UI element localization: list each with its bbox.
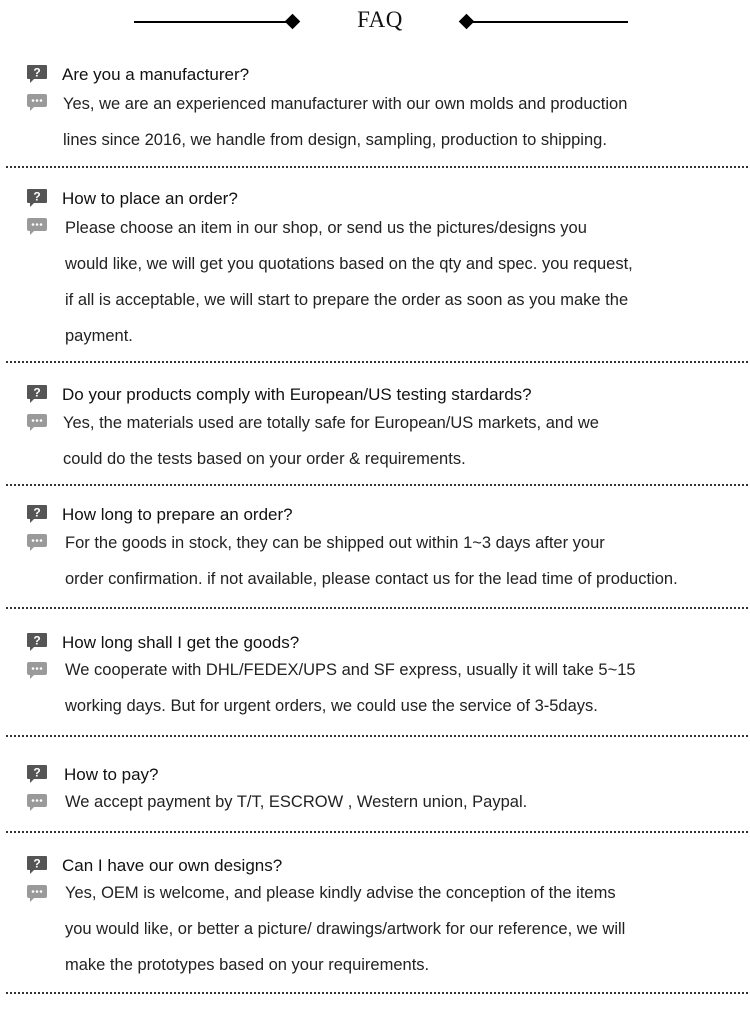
answer-line: Yes, we are an experienced manufacturer with our own molds and production <box>63 95 628 113</box>
answer-line: would like, we will get you quotations based on the qty and spec. you request, <box>65 255 633 273</box>
header-line-right <box>466 21 628 23</box>
answer-line: if all is acceptable, we will start to prepare the order as soon as you make the <box>65 291 629 309</box>
svg-text:?: ? <box>33 633 41 648</box>
dotted-divider <box>6 992 748 994</box>
faq-answer <box>65 210 633 354</box>
faq-answer <box>63 405 599 477</box>
faq-answer <box>63 86 627 158</box>
faq-answer <box>65 525 678 597</box>
question-bubble-icon <box>26 504 48 524</box>
faq-question: How long shall I get the goods? <box>62 633 300 652</box>
dotted-divider <box>6 607 748 609</box>
question-bubble-icon <box>26 855 48 875</box>
page-title: FAQ <box>357 7 403 32</box>
faq-question: How long to prepare an order? <box>62 505 293 524</box>
faq-answer <box>65 875 625 983</box>
answer-line: working days. But for urgent orders, we could use the service of 3-5days. <box>65 697 598 715</box>
answer-bubble-icon <box>26 793 48 813</box>
answer-bubble-icon <box>26 661 48 681</box>
question-bubble-icon <box>26 64 48 84</box>
faq-question: Can I have our own designs? <box>62 856 283 875</box>
answer-line: Yes, the materials used are totally safe for European/US markets, and we <box>63 414 599 432</box>
faq-answer <box>65 784 527 820</box>
answer-line: lines since 2016, we handle from design, sampling, production to shipping. <box>63 131 607 149</box>
faq-question: How to place an order? <box>62 189 238 208</box>
answer-bubble-icon <box>26 93 48 113</box>
answer-bubble-icon <box>26 413 48 433</box>
answer-bubble-icon <box>26 217 48 237</box>
faq-question: How to pay? <box>64 765 159 784</box>
faq-header <box>0 0 750 44</box>
question-bubble-icon <box>26 188 48 208</box>
answer-line: could do the tests based on your order & requirements. <box>63 450 466 468</box>
svg-text:?: ? <box>33 505 41 520</box>
question-bubble-icon <box>26 384 48 404</box>
dotted-divider <box>6 361 748 363</box>
svg-text:?: ? <box>33 856 41 871</box>
dotted-divider <box>6 831 748 833</box>
answer-line: Please choose an item in our shop, or send us the pictures/designs you <box>65 219 587 237</box>
answer-line: make the prototypes based on your requirements. <box>65 956 430 974</box>
answer-line: payment. <box>65 327 133 345</box>
faq-answer <box>65 652 636 724</box>
dotted-divider <box>6 484 748 486</box>
answer-line: We cooperate with DHL/FEDEX/UPS and SF express, usually it will take 5~15 <box>65 661 636 679</box>
question-bubble-icon <box>26 632 48 652</box>
faq-question: Are you a manufacturer? <box>62 65 250 84</box>
answer-line: Yes, OEM is welcome, and please kindly advise the conception of the items <box>65 884 616 902</box>
faq-question: Do your products comply with European/US testing stardards? <box>62 385 532 404</box>
answer-bubble-icon <box>26 884 48 904</box>
answer-bubble-icon <box>26 533 48 553</box>
svg-text:?: ? <box>33 189 41 204</box>
answer-line: For the goods in stock, they can be shipped out within 1~3 days after your <box>65 534 605 552</box>
diamond-left-icon <box>285 14 301 30</box>
header-line-left <box>134 21 292 23</box>
svg-text:?: ? <box>33 385 41 400</box>
dotted-divider <box>6 166 748 168</box>
svg-text:?: ? <box>33 65 41 80</box>
question-bubble-icon <box>26 764 48 784</box>
answer-line: you would like, or better a picture/ drawings/artwork for our reference, we will <box>65 920 626 938</box>
dotted-divider <box>6 735 748 737</box>
answer-line: order confirmation. if not available, please contact us for the lead time of production. <box>65 570 678 588</box>
answer-line: We accept payment by T/T, ESCROW , Western union, Paypal. <box>65 793 528 811</box>
svg-text:?: ? <box>33 765 41 780</box>
